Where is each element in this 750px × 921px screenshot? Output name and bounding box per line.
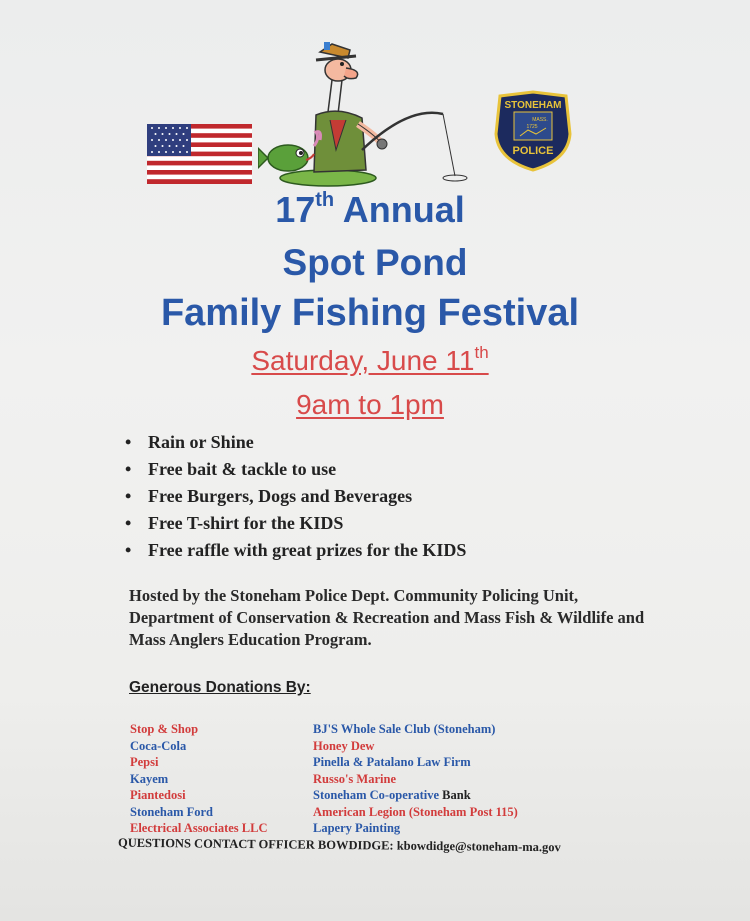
donor-item: Electrical Associates LLC (130, 821, 268, 835)
list-item (125, 428, 466, 455)
donor-item: Coca-Cola (130, 738, 187, 753)
list-item-text: Free bait & tackle to use (148, 458, 337, 479)
stoneham-police-badge-icon (492, 90, 574, 172)
event-time: 9am to 1pm (296, 389, 444, 420)
headline-number: 17 (275, 189, 316, 230)
donor-item: Piantedosi (130, 788, 186, 802)
bullet-icon: • (125, 458, 132, 479)
donors-right-column (313, 721, 518, 837)
headline-annual-word: Annual (334, 189, 465, 230)
bullet-icon: • (125, 512, 132, 533)
feature-list (125, 428, 466, 563)
badge-bottom-text: POLICE (512, 145, 554, 157)
list-item-text: Free T-shirt for the KIDS (148, 512, 344, 533)
donor-item: Stoneham Ford (130, 804, 213, 819)
donor-item: Russo's Marine (313, 771, 396, 786)
hosted-by-paragraph: Hosted by the Stoneham Police Dept. Community Policing Unit, Department of Conservation & Recreation and Mass Fish & Wildlife and Mass Anglers Education Program. (129, 586, 645, 649)
headline-event-name: Family Fishing Festival (160, 292, 580, 334)
badge-top-text: STONEHAM (504, 100, 562, 111)
donor-item (313, 787, 518, 804)
donor-item: Kayem (130, 771, 169, 786)
list-item (125, 482, 466, 509)
list-item-text: Rain or Shine (148, 431, 254, 452)
american-flag-icon (147, 124, 252, 184)
event-date-suffix: th (474, 343, 489, 362)
list-item-text: Free Burgers, Dogs and Beverages (148, 485, 413, 506)
event-date-text: Saturday, June 11 (251, 345, 475, 376)
badge-state-text: MASS. (532, 117, 548, 123)
donor-item: Lapery Painting (313, 821, 401, 835)
donor-item: Pinella & Patalano Law Firm (313, 755, 471, 769)
headline-annual (0, 189, 745, 231)
donor-item: Pepsi (130, 755, 159, 769)
donor-item-suffix: Bank (439, 788, 471, 802)
donations-heading: Generous Donations By: (129, 679, 311, 696)
list-item (125, 536, 466, 563)
event-date (0, 345, 740, 377)
bullet-icon: • (125, 539, 132, 560)
fisherman-cartoon-icon (258, 40, 473, 190)
contact-line: QUESTIONS CONTACT OFFICER BOWDIDGE: kbowdidge@stoneham-ma.gov (117, 835, 561, 855)
list-item (125, 509, 466, 536)
donor-item: Honey Dew (313, 738, 375, 753)
donor-item: BJ'S Whole Sale Club (Stoneham) (313, 722, 496, 736)
list-item (125, 455, 466, 482)
donor-item: American Legion (Stoneham Post 115) (313, 804, 518, 819)
bullet-icon: • (125, 485, 132, 506)
donor-item: Stop & Shop (130, 722, 199, 736)
bullet-icon: • (125, 431, 132, 452)
headline-location: Spot Pond (282, 242, 468, 283)
headline-ordinal-suffix: th (315, 189, 335, 211)
donor-item-name: Stoneham Co-operative (313, 788, 440, 802)
donors-left-column (130, 721, 267, 837)
list-item-text: Free raffle with great prizes for the KIDS (148, 539, 467, 560)
badge-year-text: 1725 (526, 124, 538, 130)
